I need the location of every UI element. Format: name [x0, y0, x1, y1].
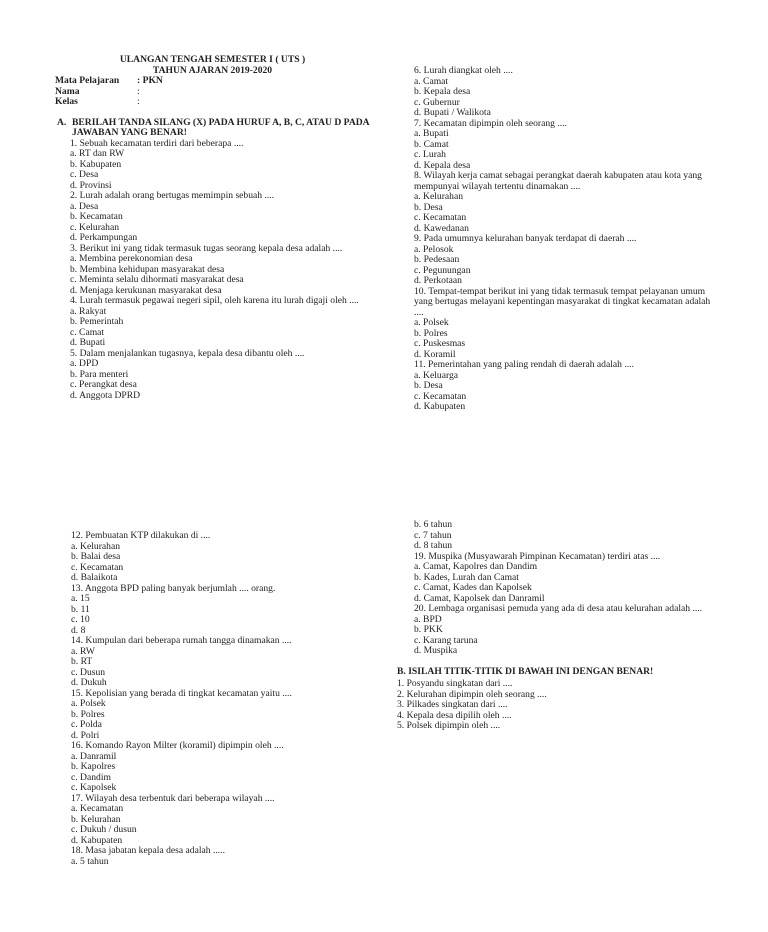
- section-title: BERILAH TANDA SILANG (X) PADA HURUF A, B, C, ATAU D PADA JAWABAN YANG BENAR!: [72, 116, 370, 138]
- list-item: d. Camat, Kapolsek dan Danramil: [414, 592, 545, 604]
- list-item: b. Para menteri: [70, 368, 129, 380]
- field-label: Nama: [55, 85, 80, 97]
- list-item: d. Muspika: [414, 645, 458, 656]
- list-item: 6. Lurah diangkat oleh ....: [414, 65, 513, 76]
- fill-in-list: [397, 679, 737, 732]
- field-name: [55, 87, 375, 98]
- list-item: d. 8 tahun: [414, 540, 453, 551]
- list-item: 11. Pemerintahan yang paling rendah di daerah adalah ....: [414, 359, 634, 370]
- list-item: a. Membina perekonomian desa: [70, 253, 193, 264]
- list-item: a. RT dan RW: [70, 148, 125, 159]
- list-item: d. Perkotaan: [414, 275, 462, 286]
- list-item: d. Anggota DPRD: [70, 389, 141, 401]
- list-item: b. Kepala desa: [414, 86, 471, 97]
- field-label: Kelas: [55, 96, 78, 107]
- list-item: b. Kapolres: [71, 761, 116, 772]
- list-item: d. 8: [71, 624, 86, 636]
- list-item: 3. Pilkades singkatan dari ....: [397, 699, 508, 710]
- list-item: a. Kecamatan: [71, 803, 124, 814]
- list-item: c. Karang taruna: [414, 634, 478, 646]
- list-item: a. Kelurahan: [414, 191, 464, 202]
- list-item: b. Pemerintah: [70, 316, 124, 327]
- list-item: a. Desa: [70, 200, 99, 212]
- list-item: c. Puskesmas: [414, 338, 466, 349]
- page2-left-column: [71, 531, 381, 867]
- list-item: c. Meminta selalu dihormati masyarakat desa: [70, 274, 244, 285]
- list-item: b. Desa: [414, 380, 443, 391]
- list-item: a. 15: [71, 593, 90, 604]
- list-item: c. Polda: [71, 719, 102, 730]
- list-item: c. Camat, Kades dan Kapolsek: [414, 582, 532, 593]
- list-item: b. Kelurahan: [71, 813, 121, 825]
- list-item: 1. Posyandu singkatan dari ....: [397, 678, 513, 689]
- list-item: b. Kabupaten: [70, 158, 122, 170]
- list-item: c. Desa: [70, 169, 99, 180]
- question-list: [397, 520, 737, 657]
- list-item: c. Camat: [70, 326, 105, 338]
- list-item: 4. Kepala desa dipilih oleh ....: [397, 709, 512, 721]
- list-item: d. Perkampungan: [70, 232, 138, 243]
- list-item: d. Bupati: [70, 337, 106, 348]
- list-item: 3. Berikut ini yang tidak termasuk tugas seorang kepala desa adalah ....: [70, 242, 343, 254]
- list-item: c. Pegunungan: [414, 264, 471, 276]
- list-item: b. Polres: [71, 708, 105, 720]
- page2-right-column: [397, 520, 737, 732]
- field-value: :: [137, 96, 140, 107]
- question-list: [55, 139, 375, 402]
- list-item: a. Polsek: [71, 698, 106, 709]
- list-item: 12. Pembuatan KTP dilakukan di ....: [71, 530, 211, 541]
- list-item: c. 10: [71, 614, 90, 625]
- list-item: 7. Kecamatan dipimpin oleh seorang ....: [414, 117, 567, 129]
- section-marker: A.: [57, 116, 67, 128]
- list-item: d. Bupati / Walikota: [414, 107, 491, 118]
- list-item: d. Koramil: [414, 348, 456, 360]
- list-item: b. Kades, Lurah dan Camat: [414, 571, 519, 583]
- list-item: 4. Lurah termasuk pegawai negeri sipil, oleh karena itu lurah digaji oleh ....: [70, 295, 359, 306]
- list-item: 15. Kepolisian yang berada di tingkat kecamatan yaitu ....: [71, 687, 292, 699]
- list-item: 16. Komando Rayon Milter (koramil) dipimpin oleh ....: [71, 740, 284, 751]
- list-item: d. Menjaga kerukunan masyarakat desa: [70, 284, 222, 296]
- list-item: 2. Lurah adalah orang bertugas memimpin sebuah ....: [70, 190, 275, 201]
- list-item: 8. Wilayah kerja camat sebagai perangkat daerah kabupaten atau kota yang mempunyai wilayah tertentu dinamakan ....: [414, 170, 702, 192]
- list-item: d. Balaikota: [71, 572, 118, 583]
- field-class: [55, 97, 375, 108]
- list-item: d. Kabupaten: [71, 834, 123, 846]
- list-item: b. PKK: [414, 624, 443, 635]
- list-item: a. Kelurahan: [71, 540, 121, 552]
- page1-left-column: [55, 55, 375, 401]
- list-item: b. Camat: [414, 138, 449, 150]
- list-item: b. RT: [71, 656, 93, 667]
- list-item: c. Lurah: [414, 149, 446, 160]
- list-item: 10. Tempat-tempat berikut ini yang tidak termasuk tempat pelayanan umum yang bertugas melayani kepentingan masyarakat di tingkat kecamatan adalah ....: [414, 285, 711, 318]
- list-item: c. 7 tahun: [414, 529, 452, 541]
- exam-title: ULANGAN TENGAH SEMESTER I ( UTS ): [119, 54, 306, 65]
- list-item: c. Dukuh / dusun: [71, 824, 137, 835]
- list-item: 20. Lembaga organisasi pemuda yang ada di desa atau kelurahan adalah ....: [414, 603, 703, 614]
- list-item: a. 5 tahun: [71, 855, 109, 867]
- list-item: b. Pedesaan: [414, 254, 460, 265]
- section-b-heading: B. ISILAH TITIK-TITIK DI BAWAH INI DENGAN BENAR!: [397, 665, 654, 677]
- list-item: 19. Muspika (Musyawarah Pimpinan Kecamatan) terdiri atas ....: [414, 550, 661, 562]
- list-item: b. Balai desa: [71, 551, 121, 562]
- list-item: c. Dandim: [71, 771, 111, 783]
- list-item: c. Kapolsek: [71, 782, 117, 793]
- list-item: a. Pelosok: [414, 243, 454, 255]
- list-item: b. 11: [71, 603, 90, 615]
- list-item: 1. Sebuah kecamatan terdiri dari beberapa ....: [70, 137, 244, 149]
- list-item: d. Provinsi: [70, 179, 112, 191]
- list-item: 5. Dalam menjalankan tugasnya, kepala desa dibantu oleh ....: [70, 347, 305, 359]
- section-a-heading: [55, 118, 375, 139]
- list-item: c. Kecamatan: [414, 212, 467, 223]
- list-item: b. 6 tahun: [414, 519, 453, 530]
- field-label: Mata Pelajaran: [55, 75, 120, 86]
- list-item: c. Gubernur: [414, 96, 460, 108]
- list-item: c. Perangkat desa: [70, 379, 137, 390]
- list-item: 14. Kumpulan dari beberapa rumah tangga dinamakan ....: [71, 635, 292, 646]
- exam-year: TAHUN AJARAN 2019-2020: [152, 64, 273, 76]
- list-item: b. Kecamatan: [70, 211, 123, 222]
- list-item: a. Camat: [414, 75, 449, 87]
- list-item: a. DPD: [70, 358, 99, 369]
- field-value: :: [137, 85, 140, 97]
- list-item: 5. Polsek dipimpin oleh ....: [397, 720, 501, 731]
- list-item: 17. Wilayah desa terbentuk dari beberapa wilayah ....: [71, 792, 275, 804]
- list-item: c. Kecamatan: [414, 390, 467, 402]
- list-item: c. Kecamatan: [71, 561, 124, 573]
- list-item: 9. Pada umumnya kelurahan banyak terdapat di daerah ....: [414, 233, 637, 244]
- page1-right-column: [414, 66, 734, 413]
- field-value: : PKN: [137, 75, 163, 86]
- list-item: a. BPD: [414, 613, 442, 625]
- list-item: 18. Masa jabatan kepala desa adalah .....: [71, 845, 225, 856]
- list-item: c. Kelurahan: [70, 221, 120, 233]
- list-item: b. Polres: [414, 327, 448, 339]
- list-item: b. Membina kehidupan masyarakat desa: [70, 263, 225, 275]
- list-item: 2. Kelurahan dipimpin oleh seorang ....: [397, 688, 547, 700]
- field-subject: [55, 76, 375, 87]
- list-item: c. Dusun: [71, 666, 106, 678]
- list-item: d. Kawedanan: [414, 222, 469, 234]
- list-item: d. Kabupaten: [414, 401, 466, 412]
- list-item: d. Polri: [71, 729, 100, 741]
- list-item: a. Bupati: [414, 128, 449, 139]
- list-item: d. Kepala desa: [414, 159, 471, 171]
- list-item: b. Desa: [414, 201, 443, 213]
- list-item: a. RW: [71, 645, 95, 657]
- list-item: a. Keluarga: [414, 369, 459, 381]
- list-item: a. Polsek: [414, 317, 449, 328]
- list-item: a. Camat, Kapolres dan Dandim: [414, 561, 538, 572]
- list-item: a. Rakyat: [70, 305, 107, 317]
- list-item: d. Dukuh: [71, 677, 107, 688]
- list-item: 13. Anggota BPD paling banyak berjumlah .... orang.: [71, 582, 276, 594]
- list-item: a. Danramil: [71, 750, 117, 762]
